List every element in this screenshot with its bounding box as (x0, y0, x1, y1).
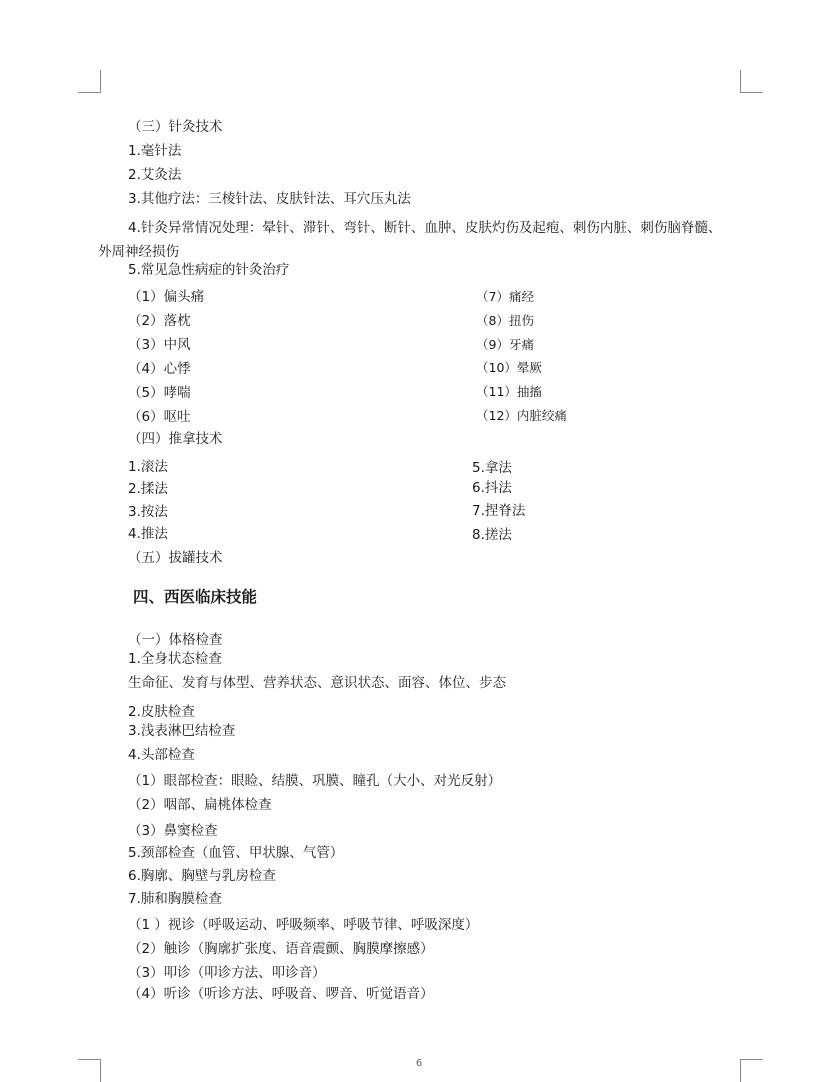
section-heading-tuina: （四）推拿技术 (128, 431, 223, 447)
technique-item: 1.滚法 (128, 459, 168, 475)
disease-item: （4）心悸 (128, 361, 191, 377)
corner-mark-bottom-right (740, 1059, 763, 1082)
exam-item: （2）咽部、扁桃体检查 (128, 797, 272, 813)
list-item: 2.艾灸法 (128, 167, 182, 183)
section-heading-cupping: （五）拔罐技术 (128, 550, 223, 566)
technique-item: 2.揉法 (128, 481, 168, 497)
disease-item: （11）抽搐 (476, 384, 542, 399)
exam-item: 1.全身状态检查 (128, 651, 222, 667)
exam-item: 2.皮肤检查 (128, 704, 195, 720)
disease-item: （6）呕吐 (128, 409, 191, 425)
technique-item: 6.抖法 (472, 480, 512, 496)
exam-item: （4）听诊（听诊方法、呼吸音、啰音、听觉语音） (128, 986, 434, 1002)
exam-item: 3.浅表淋巴结检查 (128, 723, 236, 739)
exam-item: 4.头部检查 (128, 747, 195, 763)
corner-mark-top-left (78, 70, 101, 93)
technique-item: 3.按法 (128, 504, 168, 520)
exam-item: （3）鼻窦检查 (128, 823, 218, 839)
disease-item: （5）哮喘 (128, 385, 191, 401)
corner-mark-top-right (740, 70, 763, 93)
page-number: 6 (415, 1058, 423, 1069)
chapter-title: 四、西医临床技能 (133, 588, 258, 606)
exam-item: 生命征、发育与体型、营养状态、意识状态、面容、体位、步态 (128, 675, 506, 691)
disease-item: （10）晕厥 (476, 360, 542, 375)
list-item: 3.其他疗法：三棱针法、皮肤针法、耳穴压丸法 (128, 191, 411, 207)
disease-item: （7）痛经 (476, 289, 534, 304)
list-item: 4.针灸异常情况处理：晕针、滞针、弯针、断针、血肿、皮肤灼伤及起疱、刺伤内脏、刺伤脑脊髓、 (128, 220, 722, 236)
list-item: 1.毫针法 (128, 143, 182, 159)
disease-item: （8）扭伤 (476, 313, 534, 328)
list-item: 5.常见急性病症的针灸治疗 (128, 262, 290, 278)
exam-item: （3）叩诊（叩诊方法、叩诊音） (128, 965, 326, 981)
technique-item: 7.捏脊法 (472, 503, 526, 519)
exam-item: （1 ）视诊（呼吸运动、呼吸频率、呼吸节律、呼吸深度） (128, 917, 479, 933)
exam-item: 6.胸廓、胸壁与乳房检查 (128, 868, 276, 884)
corner-mark-bottom-left (78, 1059, 101, 1082)
technique-item: 5.拿法 (472, 460, 512, 476)
subsection-heading: （一）体格检查 (128, 632, 223, 648)
disease-item: （9）牙痛 (476, 337, 534, 352)
technique-item: 4.推法 (128, 526, 168, 542)
disease-item: （1）偏头痛 (128, 289, 205, 305)
technique-item: 8.搓法 (472, 527, 512, 543)
exam-item: （1）眼部检查：眼睑、结膜、巩膜、瞳孔（大小、对光反射） (128, 773, 502, 789)
disease-item: （2）落枕 (128, 313, 191, 329)
exam-item: （2）触诊（胸廓扩张度、语音震颤、胸膜摩擦感） (128, 941, 434, 957)
disease-item: （3）中风 (128, 337, 191, 353)
section-heading-acupuncture: （三）针灸技术 (128, 119, 223, 135)
exam-item: 7.肺和胸膜检查 (128, 891, 222, 907)
disease-item: （12）内脏绞痛 (476, 408, 567, 423)
exam-item: 5.颈部检查（血管、甲状腺、气管） (128, 845, 344, 861)
list-item-continuation: 外周神经损伤 (98, 244, 179, 260)
